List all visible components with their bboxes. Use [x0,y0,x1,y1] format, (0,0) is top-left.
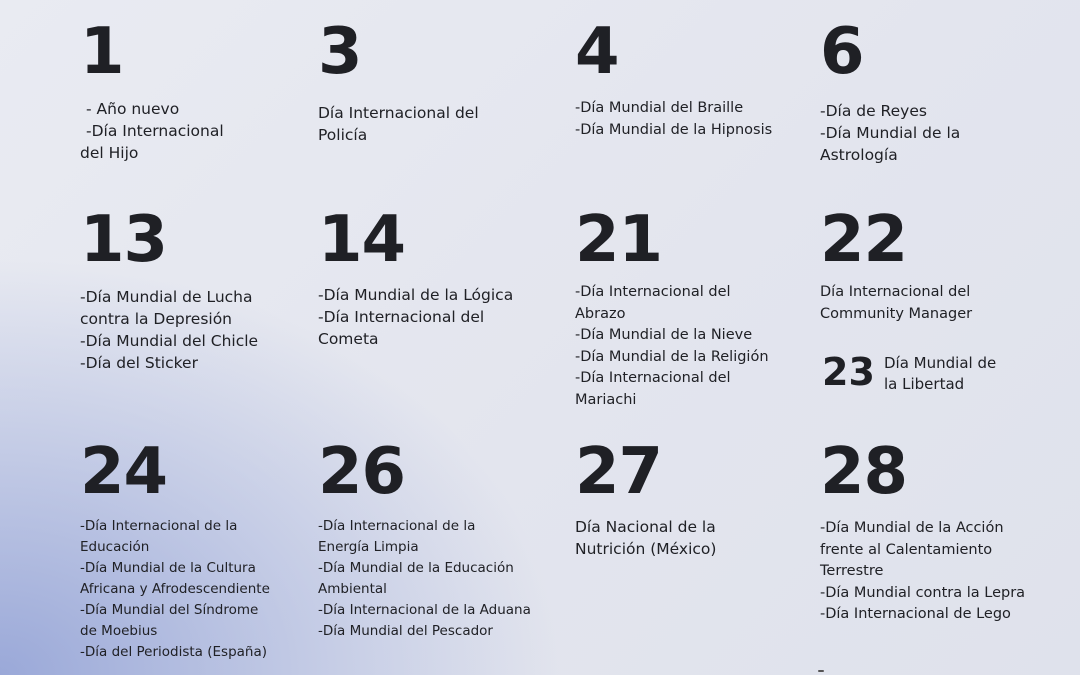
observance-line: -Día Internacional del [575,370,731,386]
observance-line: Ambiental [318,581,387,597]
observance-line: -Día Mundial de la Nieve [575,327,753,343]
observance-line: -Día Internacional del [318,308,485,326]
observance-line: Día Mundial de [884,354,997,372]
day-observances [820,100,1060,166]
day-3 [318,15,558,146]
observance-line: frente al Calentamiento [820,541,993,558]
day-26 [318,435,568,642]
observance-line: -Día Internacional de la Aduana [318,602,531,618]
observance-line: -Día Mundial del Chicle [80,332,259,350]
observance-line: Día Internacional del [820,284,971,300]
day-number: 1 [80,15,124,89]
day-number: 21 [575,203,663,277]
day-observances [80,286,310,374]
observance-line: de Moebius [80,623,158,639]
decorative-mark [818,670,824,672]
day-22 [820,203,1060,325]
day-1 [80,15,300,164]
observance-line: -Día Mundial de la [820,124,961,142]
day-number: 27 [575,435,663,509]
observance-line: -Día Mundial del Pescador [318,623,493,639]
observance-line: del Hijo [80,144,139,162]
observance-line: Educación [80,539,150,555]
observance-line: -Día Mundial del Braille [575,100,744,116]
observance-line: -Día Mundial contra la Lepra [820,584,1026,601]
observance-line: -Día Internacional del [575,284,731,300]
day-number: 4 [575,15,619,89]
observance-line: -Día de Reyes [820,102,927,120]
day-21 [575,203,815,411]
day-observances [575,282,815,411]
day-number: 24 [80,435,168,509]
day-number: 3 [318,15,362,89]
day-4 [575,15,815,141]
observance-line: Policía [318,126,368,144]
observance-line: -Día Mundial de Lucha [80,288,253,306]
observance-line: - Año nuevo [86,100,180,118]
observance-line: -Día Internacional [86,122,224,140]
day-observances [80,98,300,164]
observance-line: Cometa [318,330,379,348]
day-14 [318,203,568,350]
observance-line: contra la Depresión [80,310,233,328]
day-observances [820,282,1060,325]
observance-line: Mariachi [575,391,637,408]
day-number: 28 [820,435,908,509]
observance-line: -Día del Sticker [80,354,198,372]
day-observances [318,284,568,350]
day-23-number: 23 [822,350,875,394]
observance-line: -Día Mundial de la Lógica [318,286,514,304]
day-27 [575,435,815,560]
observance-line: -Día Internacional de la [318,518,476,534]
observance-line: la Libertad [884,375,965,393]
day-observances [318,102,558,146]
day-number: 13 [80,203,168,277]
observance-line: -Día Mundial de la Acción [820,520,1004,536]
observance-line: Abrazo [575,305,626,322]
observance-line: -Día Mundial de la Religión [575,348,769,365]
observance-line: -Día Mundial de la Educación [318,560,514,576]
observance-line: Día Internacional del [318,104,479,122]
day-number: 22 [820,203,908,277]
day-observances [575,516,815,560]
observance-line: Community Manager [820,305,973,322]
observance-line: Terrestre [820,563,884,579]
observance-line: -Día Mundial de la Hipnosis [575,121,773,138]
day-28 [820,435,1070,626]
observance-line: Astrología [820,146,898,164]
day-observances [80,516,316,663]
observance-line: Energía Limpia [318,539,419,555]
day-number: 26 [318,435,406,509]
day-13 [80,203,310,374]
observance-line: -Día Internacional de la [80,518,238,534]
day-6 [820,15,1060,166]
observance-line: Africana y Afrodescendiente [80,581,270,597]
observance-line: -Día Mundial del Síndrome [80,602,259,618]
day-observances [820,518,1070,626]
day-number: 6 [820,15,864,89]
day-number: 14 [318,203,406,277]
day-observances [575,98,815,141]
observance-line: Nutrición (México) [575,540,717,558]
observance-line: Día Nacional de la [575,518,716,536]
day-observances [318,516,568,642]
day-23-observances [884,353,996,395]
observance-line: -Día del Periodista (España) [80,644,268,660]
day-24 [80,435,316,663]
observance-line: -Día Mundial de la Cultura [80,560,256,576]
observance-line: -Día Internacional de Lego [820,606,1011,622]
